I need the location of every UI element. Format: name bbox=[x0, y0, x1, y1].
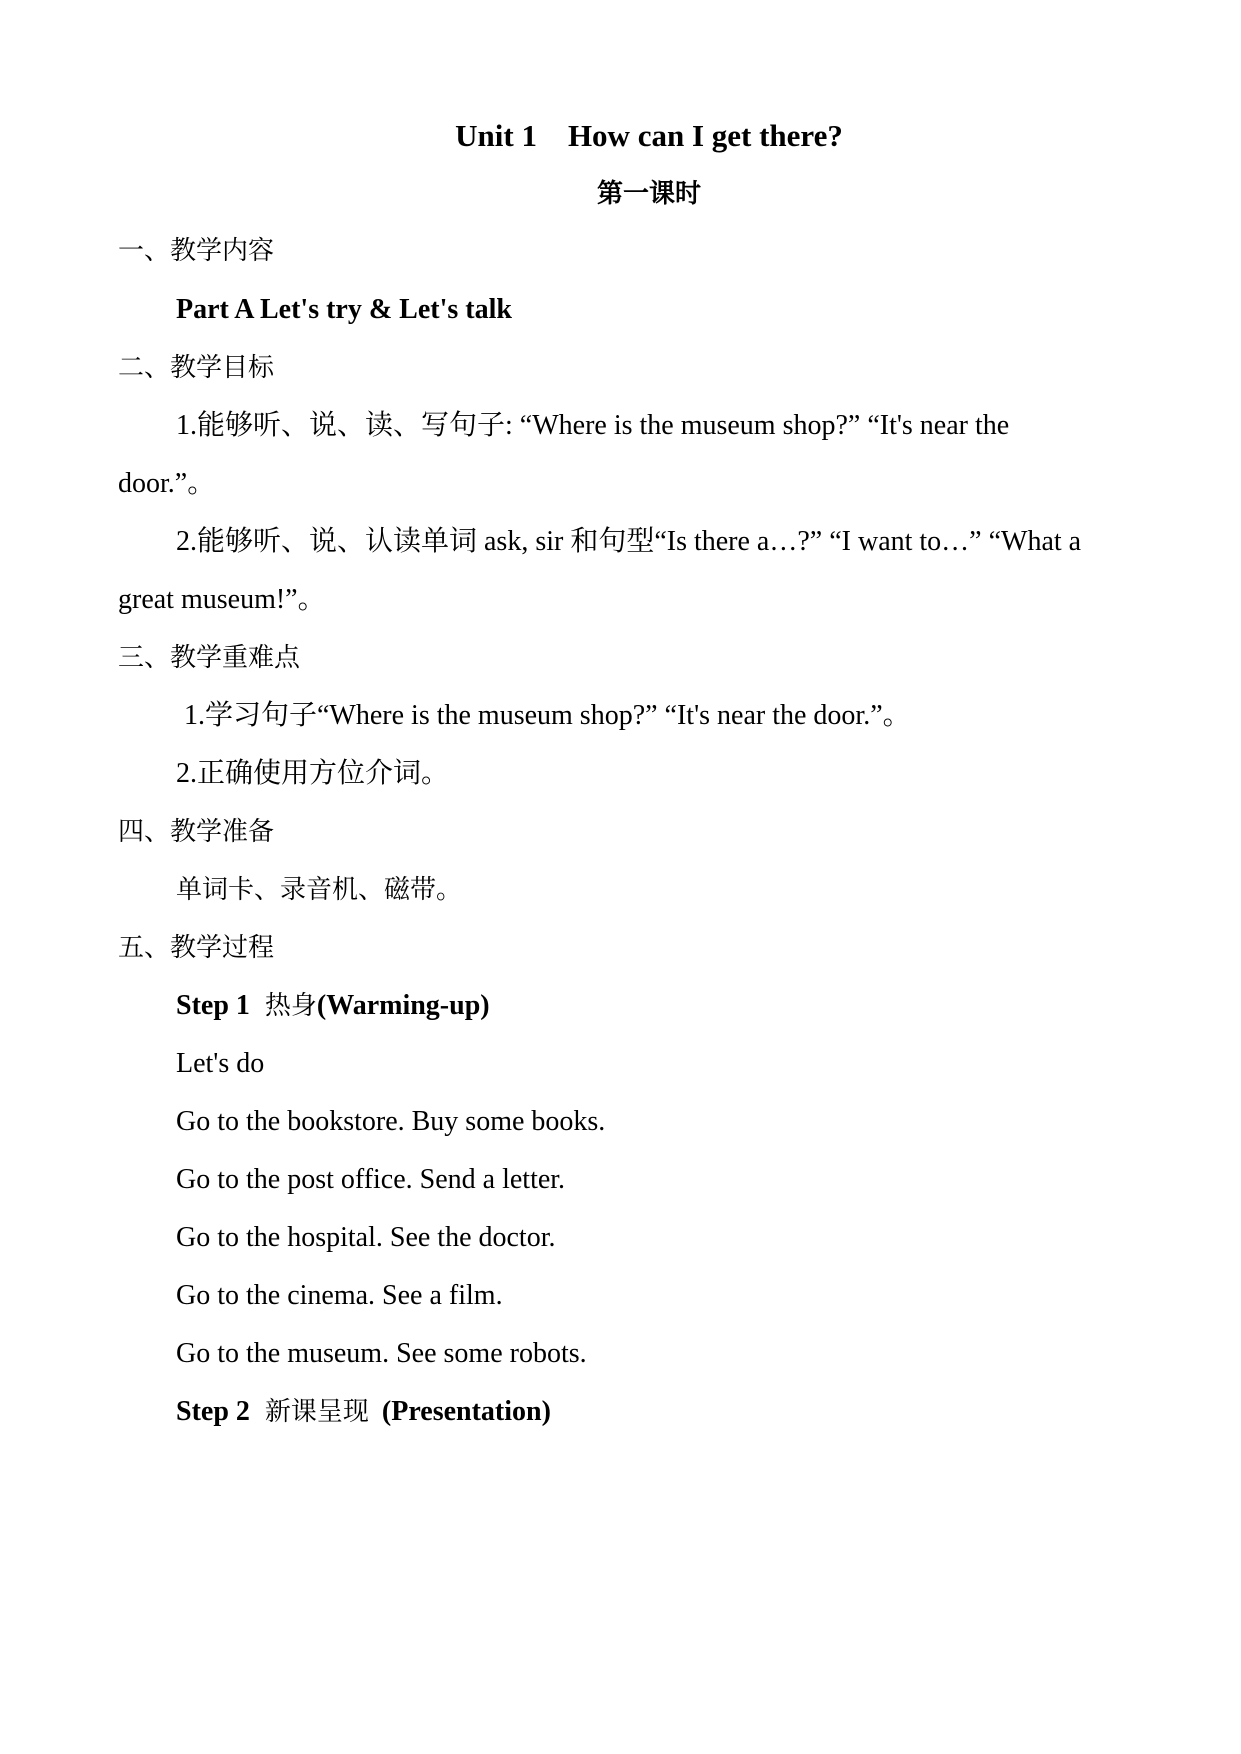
key-point-2: 2.正确使用方位介词。 bbox=[176, 758, 450, 789]
step-2-en: (Presentation) bbox=[381, 1396, 551, 1427]
section-heading-procedure: 五、教学过程 bbox=[118, 933, 275, 963]
chant-line: Go to the museum. See some robots. bbox=[176, 1338, 587, 1369]
document-title: Unit 1 How can I get there? bbox=[455, 118, 843, 153]
lets-do-label: Let's do bbox=[176, 1048, 265, 1079]
lesson-part: Part A Let's try & Let's talk bbox=[176, 294, 512, 325]
chant-line: Go to the bookstore. Buy some books. bbox=[176, 1106, 606, 1137]
section-heading-preparation: 四、教学准备 bbox=[118, 817, 275, 847]
step-2-label: Step 2 bbox=[176, 1396, 250, 1427]
step-2-cn: 新课呈现 bbox=[264, 1397, 369, 1427]
key-point-1: 1.学习句子“Where is the museum shop?” “It's near the door.”。 bbox=[184, 700, 911, 731]
chant-line: Go to the post office. Send a letter. bbox=[176, 1164, 566, 1195]
step-1-heading bbox=[176, 988, 490, 1024]
objective-2-line-1: 2.能够听、说、认读单词 ask, sir 和句型“Is there a…?” “I want to…” “What a bbox=[176, 526, 1082, 557]
step-1-en: (Warming-up) bbox=[316, 990, 490, 1021]
objective-1-line-1: 1.能够听、说、读、写句子: “Where is the museum shop?” “It's near the bbox=[176, 410, 1010, 441]
step-1-label: Step 1 bbox=[176, 990, 250, 1021]
step-1-cn: 热身 bbox=[264, 991, 317, 1021]
objective-2-line-2: great museum!”。 bbox=[118, 584, 326, 615]
objective-1-line-2: door.”。 bbox=[118, 468, 216, 499]
chant-line: Go to the cinema. See a film. bbox=[176, 1280, 503, 1311]
step-2-heading bbox=[176, 1394, 551, 1430]
chant-line: Go to the hospital. See the doctor. bbox=[176, 1222, 556, 1253]
section-heading-objectives: 二、教学目标 bbox=[118, 353, 275, 383]
lesson-subtitle: 第一课时 bbox=[596, 179, 701, 209]
preparation-materials: 单词卡、录音机、磁带。 bbox=[176, 875, 463, 905]
section-heading-key-points: 三、教学重难点 bbox=[118, 643, 301, 673]
section-heading-content: 一、教学内容 bbox=[118, 236, 275, 266]
